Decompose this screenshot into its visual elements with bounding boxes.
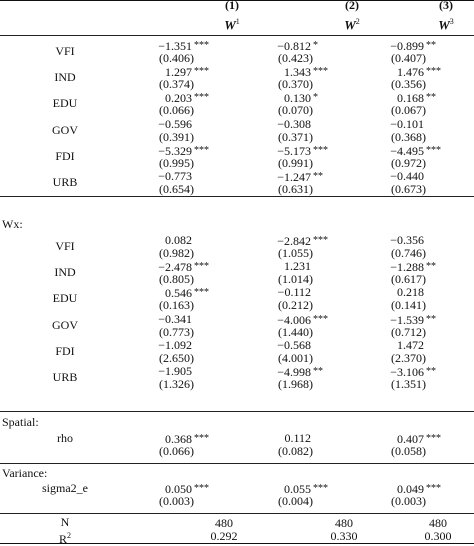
standard-error: (0.982) <box>159 246 194 260</box>
standard-error: (0.972) <box>391 155 426 170</box>
table-rule <box>0 411 474 412</box>
standard-error: (1.351) <box>391 377 426 391</box>
standard-error: (0.991) <box>278 155 313 170</box>
standard-error: (0.058) <box>391 444 426 458</box>
standard-error: (2.650) <box>159 350 194 365</box>
standard-error: (1.326) <box>159 377 194 391</box>
direct-vfi-label: VFI <box>55 44 75 58</box>
significance-stars: *** <box>426 483 441 494</box>
coefficient-value: −0.101 <box>390 116 424 131</box>
table-rule <box>0 513 474 514</box>
wx-fdi-label: FDI <box>55 343 75 358</box>
coefficient-value: 1.297 <box>165 65 192 80</box>
n-label: N <box>60 515 70 529</box>
significance-stars: *** <box>426 433 441 444</box>
standard-error: (0.003) <box>159 494 194 508</box>
coefficient-value: −3.106 <box>390 365 424 379</box>
significance-stars: *** <box>194 66 209 78</box>
coefficient-value: −1.351 <box>158 39 192 53</box>
standard-error: (0.212) <box>278 298 313 313</box>
standard-error: (0.746) <box>391 246 426 260</box>
standard-error: (0.374) <box>159 77 194 92</box>
standard-error: (0.406) <box>159 51 194 65</box>
coefficient-value: −0.568 <box>277 337 311 352</box>
column-header-3: (3) <box>439 0 453 12</box>
significance-stars: *** <box>194 40 209 51</box>
significance-stars: *** <box>313 235 328 246</box>
coefficient-value: 0.112 <box>284 431 311 445</box>
n-value-col1: 480 <box>215 516 233 530</box>
column-header-2: (2) <box>345 0 359 12</box>
coefficient-value: −0.356 <box>390 233 424 247</box>
standard-error: (0.082) <box>278 444 313 458</box>
significance-stars: *** <box>194 287 209 299</box>
coefficient-value: −4.998 <box>277 365 311 379</box>
standard-error: (1.440) <box>278 324 313 339</box>
coefficient-value: −1.905 <box>158 364 192 378</box>
table-rule <box>0 35 474 36</box>
significance-stars: ** <box>426 40 436 51</box>
coefficient-value: 0.082 <box>165 233 192 247</box>
standard-error: (1.055) <box>278 246 313 260</box>
wx-section-label: Wx: <box>2 217 23 231</box>
coefficient-value: −0.308 <box>277 116 311 131</box>
standard-error: (0.995) <box>159 155 194 170</box>
weight-matrix-3: $W^3$ <box>438 17 454 33</box>
coefficient-value: −1.247 <box>277 170 311 184</box>
standard-error: (0.066) <box>159 444 194 458</box>
n-value-col3: 480 <box>429 516 447 530</box>
coefficient-value: 1.476 <box>397 65 424 80</box>
coefficient-value: −2.478 <box>158 260 192 275</box>
wx-edu-label: EDU <box>52 291 78 306</box>
significance-stars: *** <box>313 313 328 325</box>
coefficient-value: −0.440 <box>390 169 424 183</box>
coefficient-value: −2.842 <box>277 234 311 248</box>
weight-matrix-2: $W^2$ <box>344 17 360 33</box>
standard-error: (0.654) <box>159 182 194 196</box>
coefficient-value: −1.288 <box>390 260 424 275</box>
r2-label: $R^2$ <box>58 531 71 546</box>
coefficient-value: 0.168 <box>397 91 424 106</box>
standard-error: (1.968) <box>278 377 313 391</box>
significance-stars: *** <box>194 261 209 273</box>
significance-stars: *** <box>194 433 209 444</box>
coefficient-value: −1.539 <box>390 312 424 327</box>
coefficient-value: 0.049 <box>397 482 424 496</box>
standard-error: (0.773) <box>159 324 194 339</box>
wx-gov-label: GOV <box>52 317 78 332</box>
coefficient-value: 1.231 <box>284 259 311 274</box>
significance-stars: *** <box>194 144 209 156</box>
standard-error: (0.066) <box>159 103 194 118</box>
significance-stars: ** <box>313 171 323 182</box>
coefficient-value: 0.050 <box>165 482 192 496</box>
standard-error: (0.712) <box>391 324 426 339</box>
coefficient-value: −0.112 <box>277 285 311 300</box>
weight-matrix-1: $W^1$ <box>224 17 240 33</box>
standard-error: (0.673) <box>391 182 426 196</box>
standard-error: (0.067) <box>391 103 426 118</box>
r2-value-col3: 0.300 <box>424 529 452 543</box>
significance-stars: ** <box>426 92 436 104</box>
significance-stars: *** <box>313 483 328 494</box>
coefficient-value: 0.055 <box>284 482 311 496</box>
coefficient-value: −0.773 <box>158 169 192 183</box>
coefficient-value: −5.329 <box>158 143 192 158</box>
direct-gov-label: GOV <box>52 122 78 137</box>
r2-value-col1: 0.292 <box>210 529 238 543</box>
coefficient-value: −0.812 <box>277 39 311 53</box>
spatial-section-label: Spatial: <box>2 415 39 429</box>
coefficient-value: −1.092 <box>158 337 192 352</box>
standard-error: (0.617) <box>391 272 426 287</box>
standard-error: (0.631) <box>278 182 313 196</box>
sigma2-label: sigma2_e <box>42 481 88 495</box>
standard-error: (0.004) <box>278 494 313 508</box>
table-rule <box>0 196 474 197</box>
wx-vfi-label: VFI <box>55 239 75 253</box>
standard-error: (1.014) <box>278 272 313 287</box>
significance-stars: * <box>313 92 318 104</box>
coefficient-value: −0.596 <box>158 116 192 131</box>
standard-error: (0.805) <box>159 272 194 287</box>
wx-urb-label: URB <box>52 370 78 384</box>
standard-error: (0.407) <box>391 51 426 65</box>
standard-error: (0.370) <box>278 77 313 92</box>
standard-error: (0.356) <box>391 77 426 92</box>
standard-error: (0.368) <box>391 129 426 144</box>
coefficient-value: −0.899 <box>390 39 424 53</box>
standard-error: (0.371) <box>278 129 313 144</box>
standard-error: (0.423) <box>278 51 313 65</box>
coefficient-value: 0.407 <box>397 432 424 446</box>
coefficient-value: −0.341 <box>158 311 192 326</box>
coefficient-value: 0.546 <box>165 286 192 301</box>
significance-stars: ** <box>313 366 323 377</box>
coefficient-value: 0.130 <box>284 91 311 106</box>
direct-urb-label: URB <box>52 175 78 189</box>
coefficient-value: −4.495 <box>390 143 424 158</box>
coefficient-value: 0.218 <box>397 285 424 300</box>
coefficient-value: 0.368 <box>165 432 192 446</box>
standard-error: (4.001) <box>278 350 313 365</box>
n-value-col2: 480 <box>335 516 353 530</box>
significance-stars: *** <box>426 144 441 156</box>
standard-error: (0.391) <box>159 129 194 144</box>
direct-fdi-label: FDI <box>55 148 75 163</box>
significance-stars: *** <box>313 144 328 156</box>
coefficient-value: −4.006 <box>277 312 311 327</box>
variance-section-label: Variance: <box>2 466 48 480</box>
coefficient-value: −5.173 <box>277 143 311 158</box>
column-header-1: (1) <box>225 0 239 12</box>
coefficient-value: 1.472 <box>397 337 424 352</box>
significance-stars: ** <box>426 366 436 377</box>
r2-value-col2: 0.330 <box>330 529 358 543</box>
table-rule <box>0 463 474 464</box>
standard-error: (0.070) <box>278 103 313 118</box>
standard-error: (0.163) <box>159 298 194 313</box>
significance-stars: *** <box>194 92 209 104</box>
significance-stars: ** <box>426 261 436 273</box>
significance-stars: *** <box>313 66 328 78</box>
coefficient-value: 1.343 <box>284 65 311 80</box>
direct-edu-label: EDU <box>52 96 78 111</box>
rho-label: rho <box>57 431 73 445</box>
significance-stars: * <box>313 40 318 51</box>
standard-error: (0.141) <box>391 298 426 313</box>
direct-ind-label: IND <box>54 70 76 85</box>
standard-error: (2.370) <box>391 350 426 365</box>
wx-ind-label: IND <box>54 265 76 280</box>
standard-error: (0.003) <box>391 494 426 508</box>
significance-stars: ** <box>426 313 436 325</box>
significance-stars: *** <box>426 66 441 78</box>
coefficient-value: 0.203 <box>165 91 192 106</box>
significance-stars: *** <box>194 483 209 494</box>
